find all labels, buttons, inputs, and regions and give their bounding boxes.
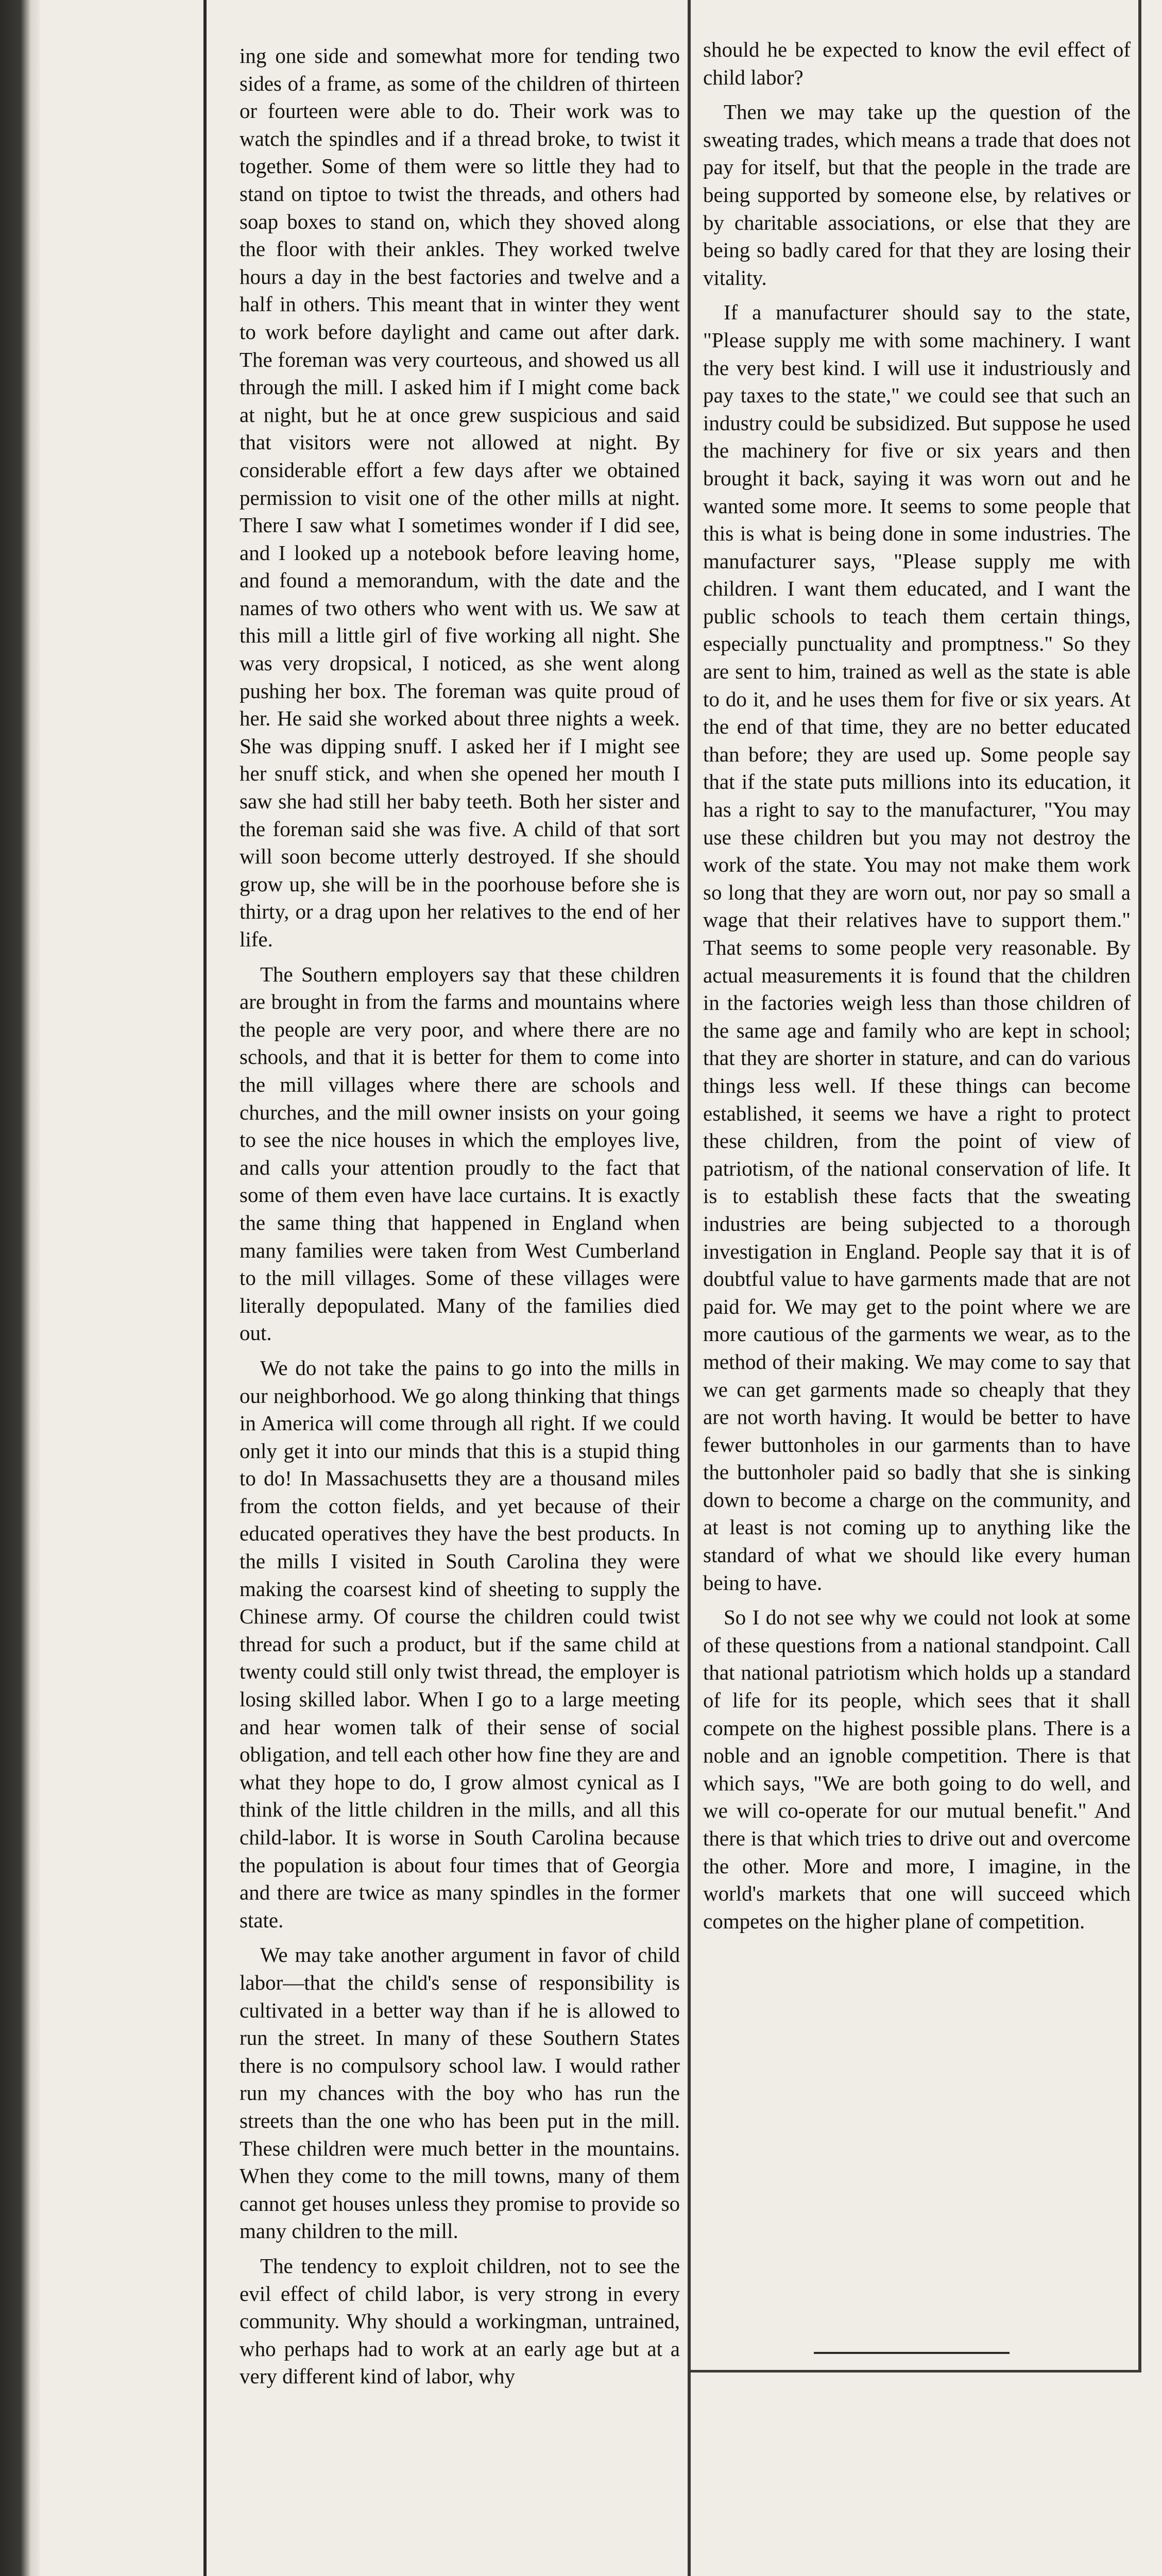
paragraph: The tendency to exploit children, not to see the evil effect of child labor, is very strong in every community. Why should a workingman, untrained, who perhaps had to work at an early age but at a very different kind of labor, why [240,2253,680,2388]
center-column-rule [688,0,691,2576]
paragraph: ing one side and somewhat more for tending two sides of a frame, as some of the children of thirteen or fourteen were able to do. Their work was to watch the spindles and if a thread broke, to twist it together. Some of them were so little they had to stand on tiptoe to twist the threads, and others had soap boxes to stand on, which they shoved along the floor with their ankles. They worked twelve hours a day in the best factories and twelve and a half in others. This meant that in winter they went to work before daylight and came out after dark. The foreman was very courteous, and showed us all through the mill. I asked him if I might come back at night, but he at once grew suspicious and said that visitors were not allowed at night. By considerable effort a few days after we obtained permission to visit one of the other mills at night. There I saw what I sometimes wonder if I did see, and I looked up a notebook before leaving home, and found a memorandum, with the date and the names of two others who went with us. We saw at this mill a little girl of five working all night. She was very dropsical, I noticed, as she went along pushing her box. The foreman was quite proud of her. He said she worked about three nights a week. She was dipping snuff. I asked her if I might see her snuff stick, and when she opened her mouth I saw she had still her baby teeth. Both her sister and the foreman said she was five. A child of that sort will soon become utterly destroyed. If she should grow up, she will be in the poorhouse before she is thirty, or a drag upon her relatives to the end of her life. [240,44,680,951]
paragraph: We may take another argument in favor of child labor—that the child's sense of responsibility is cultivated in a better way than if he is allowed to run the street. In many of these Southern States there is no compulsory school law. I would rather run my chances with the boy who has run the streets than the one who has been put in the mill. These children were much better in the mountains. When they come to the mill towns, many of them cannot get houses unless they promise to provide so many children to the mill. [240,1943,680,2243]
article-end-rule [814,2352,1010,2354]
paragraph: Then we may take up the question of the sweating trades, which means a trade that does not pay for itself, but that the people in the trade are being supported by someone else, by relatives or by charitable associations, or else that they are being so badly cared for that they are losing their vitality. [703,100,1131,290]
right-column-rule [1138,0,1141,2370]
page-binding-edge [0,0,40,2576]
right-column-bottom-rule [691,2370,1141,2372]
paragraph: We do not take the pains to go into the mills in our neighborhood. We go along thinking that things in America will come through all right. If we could only get it into our minds that this is a stupid thing to do! In Massachusetts they are a thousand miles from the cotton fields, and yet because of their educated operatives they have the best products. In the mills I visited in South Carolina they were making the coarsest kind of sheeting to supply the Chinese army. Of course the children could twist thread for such a product, but if the same child at twenty could still only twist thread, the employer is losing skilled labor. When I go to a large meeting and hear women talk of their sense of social obligation, and tell each other how fine they are and what they hope to do, I grow almost cynical as I think of the little children in the mills, and all this child-labor. It is worse in South Carolina because the population is about four times that of Georgia and there are twice as many spindles in the former state. [240,1355,680,1932]
right-text-column [703,36,1131,2360]
paragraph: should he be expected to know the evil effect of child labor? [703,38,1131,89]
paragraph: The Southern employers say that these children are brought in from the farms and mountains where the people are very poor, and where there are no schools, and that it is better for them to come into the mill villages where there are schools and churches, and the mill owner insists on your going to see the nice houses in which the employes live, and calls your attention proudly to the fact that some of them even have lace curtains. It is exactly the same thing that happened in England when many families were taken from West Cumberland to the mill villages. Some of these villages were literally depopulated. Many of the families died out. [240,962,680,1345]
paragraph: So I do not see why we could not look at some of these questions from a national standpoint. Call that national patriotism which holds up a standard of life for its people, which sees that it shall compete on the highest possible plans. There is a noble and an ignoble competition. There is that which says, "We are both going to do well, and we will co-operate for our mutual benefit." And there is that which tries to drive out and overcome the other. More and more, I imagine, in the world's markets that one will succeed which competes on the higher plane of competition. [703,1605,1131,1933]
left-column-rule [203,0,207,2576]
left-text-column [240,42,680,2576]
paragraph: If a manufacturer should say to the state, "Please supply me with some machinery. I want the very best kind. I will use it industriously and pay taxes to the state," we could see that such an industry could be subsidized. But suppose he used the machinery for five or six years and then brought it back, saying it was worn out and he wanted some more. It seems to some people that this is what is being done in some industries. The manufacturer says, "Please supply me with children. I want them educated, and I want the public schools to teach them certain things, especially punctuality and promptness." So they are sent to him, trained as well as the state is able to do it, and he uses them for five or six years. At the end of that time, they are no better educated than before; they are used up. Some people say that if the state puts millions into its education, it has a right to say to the manufacturer, "You may use these children but you may not destroy the work of the state. You may not make them work so long that they are worn out, nor pay so small a wage that their relatives have to support them." That seems to some people very reasonable. By actual measurements it is found that the children in the factories weigh less than those children of the same age and family who are kept in school; that they are shorter in stature, and can do various things less well. If these things can become established, it seems we have a right to protect these children, from the point of view of patriotism, of the national conservation of life. It is to establish these facts that the sweating industries are being subjected to a thorough investigation in England. People say that it is of doubtful value to have garments made that are not paid for. We may get to the point where we are more cautious of the garments we wear, as to the method of their making. We may come to say that we can get garments made so cheaply that they are not worth having. It would be better to have fewer buttonholes in our garments than to have the buttonholer paid so badly that she is sinking down to become a charge on the community, and at least is not coming up to anything like the standard of what we should like every human being to have. [703,300,1131,1595]
